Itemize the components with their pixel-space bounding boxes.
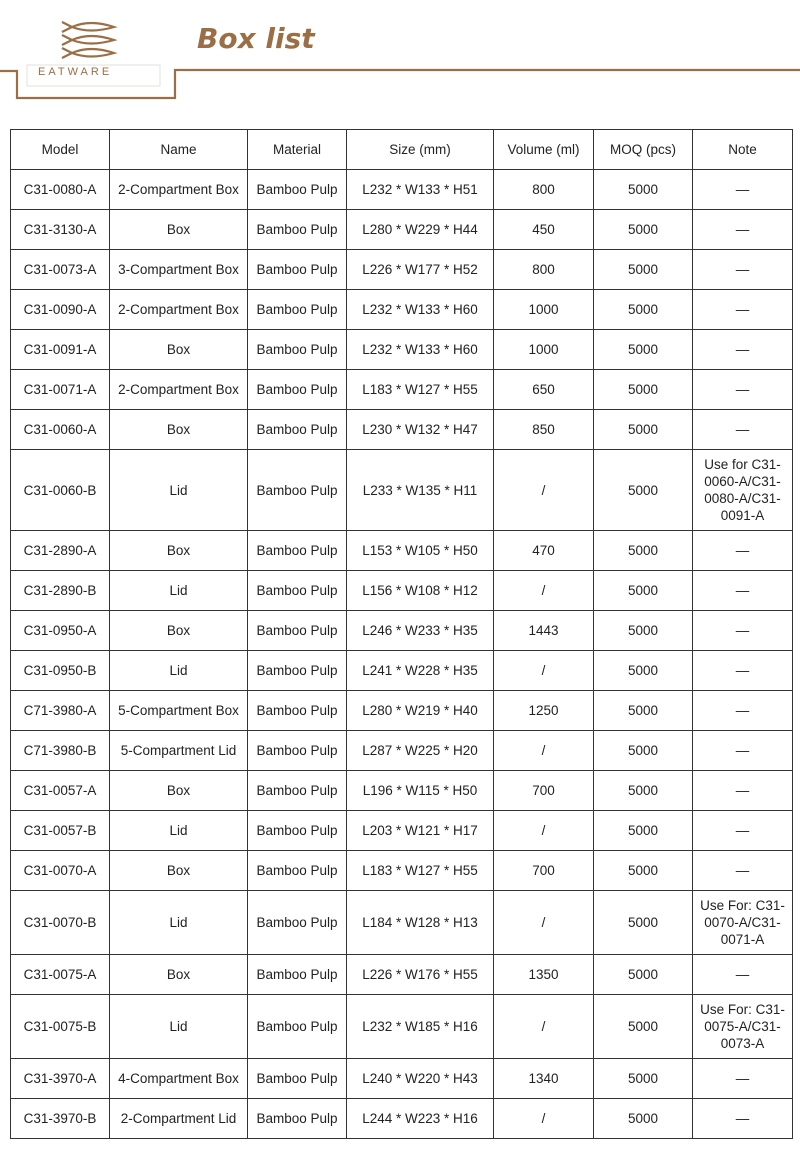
table-row [11,771,793,811]
cell-volume: 700 [494,771,594,811]
cell-name: Lid [110,571,248,611]
cell-volume: 1350 [494,955,594,995]
cell-size: L240 * W220 * H43 [347,1059,494,1099]
cell-name: Box [110,851,248,891]
column-header-moq: MOQ (pcs) [594,130,693,170]
table-row [11,651,793,691]
eatware-logo-icon [0,0,800,110]
cell-volume: / [494,571,594,611]
cell-name: Lid [110,651,248,691]
cell-material: Bamboo Pulp [248,250,347,290]
cell-volume: / [494,1099,594,1139]
cell-material: Bamboo Pulp [248,771,347,811]
cell-note: — [693,531,793,571]
cell-name: 3-Compartment Box [110,250,248,290]
cell-note: — [693,851,793,891]
cell-volume: 1000 [494,330,594,370]
cell-moq: 5000 [594,410,693,450]
cell-size: L184 * W128 * H13 [347,891,494,955]
cell-name: Box [110,611,248,651]
cell-size: L232 * W133 * H60 [347,330,494,370]
cell-material: Bamboo Pulp [248,955,347,995]
cell-note: — [693,370,793,410]
cell-model: C31-2890-B [11,571,110,611]
cell-moq: 5000 [594,1099,693,1139]
table-row [11,170,793,210]
cell-model: C71-3980-A [11,691,110,731]
cell-model: C31-0075-A [11,955,110,995]
cell-moq: 5000 [594,450,693,531]
cell-size: L226 * W177 * H52 [347,250,494,290]
cell-note: Use For: C31-0075-A/C31-0073-A [693,995,793,1059]
cell-size: L232 * W133 * H60 [347,290,494,330]
cell-size: L287 * W225 * H20 [347,731,494,771]
column-header-name: Name [110,130,248,170]
table-row [11,571,793,611]
cell-model: C31-3130-A [11,210,110,250]
cell-moq: 5000 [594,851,693,891]
cell-size: L230 * W132 * H47 [347,410,494,450]
cell-note: — [693,571,793,611]
cell-name: 5-Compartment Lid [110,731,248,771]
cell-model: C31-3970-A [11,1059,110,1099]
page-header [0,0,800,110]
table-row [11,210,793,250]
table-row [11,531,793,571]
box-list-table [10,129,793,1139]
cell-note: — [693,170,793,210]
cell-model: C31-0060-B [11,450,110,531]
table-row [11,290,793,330]
cell-volume: 1250 [494,691,594,731]
cell-material: Bamboo Pulp [248,210,347,250]
cell-moq: 5000 [594,250,693,290]
cell-volume: 650 [494,370,594,410]
cell-moq: 5000 [594,290,693,330]
table-header-row [11,130,793,170]
cell-volume: / [494,450,594,531]
cell-volume: 850 [494,410,594,450]
cell-size: L153 * W105 * H50 [347,531,494,571]
cell-moq: 5000 [594,210,693,250]
cell-moq: 5000 [594,955,693,995]
cell-material: Bamboo Pulp [248,731,347,771]
cell-note: Use For: C31-0070-A/C31-0071-A [693,891,793,955]
cell-note: — [693,731,793,771]
cell-moq: 5000 [594,1059,693,1099]
cell-material: Bamboo Pulp [248,691,347,731]
cell-name: Lid [110,811,248,851]
cell-name: 2-Compartment Box [110,290,248,330]
cell-material: Bamboo Pulp [248,1059,347,1099]
cell-material: Bamboo Pulp [248,1099,347,1139]
page-title: Box list [197,22,315,55]
cell-name: 2-Compartment Box [110,370,248,410]
cell-volume: / [494,731,594,771]
cell-material: Bamboo Pulp [248,891,347,955]
table-row [11,891,793,955]
cell-moq: 5000 [594,531,693,571]
cell-model: C31-0073-A [11,250,110,290]
cell-volume: / [494,811,594,851]
table-row [11,691,793,731]
cell-size: L232 * W133 * H51 [347,170,494,210]
cell-model: C31-0091-A [11,330,110,370]
cell-moq: 5000 [594,771,693,811]
cell-name: Lid [110,891,248,955]
column-header-material: Material [248,130,347,170]
cell-name: 2-Compartment Lid [110,1099,248,1139]
cell-size: L232 * W185 * H16 [347,995,494,1059]
cell-material: Bamboo Pulp [248,290,347,330]
cell-name: Box [110,410,248,450]
column-header-note: Note [693,130,793,170]
cell-moq: 5000 [594,691,693,731]
table-row [11,1099,793,1139]
cell-material: Bamboo Pulp [248,571,347,611]
cell-size: L226 * W176 * H55 [347,955,494,995]
cell-material: Bamboo Pulp [248,410,347,450]
cell-model: C31-0057-A [11,771,110,811]
table-row [11,410,793,450]
cell-size: L246 * W233 * H35 [347,611,494,651]
cell-volume: 700 [494,851,594,891]
cell-name: Box [110,330,248,370]
logo-text: EATWARE [38,66,113,78]
cell-material: Bamboo Pulp [248,170,347,210]
table-row [11,250,793,290]
cell-name: Box [110,531,248,571]
cell-name: Box [110,771,248,811]
cell-model: C31-3970-B [11,1099,110,1139]
cell-moq: 5000 [594,571,693,611]
table-row [11,1059,793,1099]
cell-size: L280 * W229 * H44 [347,210,494,250]
cell-size: L203 * W121 * H17 [347,811,494,851]
cell-note: Use for C31-0060-A/C31-0080-A/C31-0091-A [693,450,793,531]
cell-note: — [693,210,793,250]
cell-moq: 5000 [594,611,693,651]
cell-volume: 1443 [494,611,594,651]
cell-name: Box [110,955,248,995]
cell-moq: 5000 [594,891,693,955]
cell-note: — [693,290,793,330]
cell-moq: 5000 [594,731,693,771]
cell-model: C31-0075-B [11,995,110,1059]
table-row [11,955,793,995]
cell-volume: 1000 [494,290,594,330]
cell-moq: 5000 [594,651,693,691]
cell-volume: / [494,651,594,691]
cell-note: — [693,1059,793,1099]
cell-model: C31-0950-B [11,651,110,691]
cell-size: L156 * W108 * H12 [347,571,494,611]
cell-note: — [693,955,793,995]
cell-size: L280 * W219 * H40 [347,691,494,731]
cell-model: C31-0071-A [11,370,110,410]
cell-name: 2-Compartment Box [110,170,248,210]
table-row [11,370,793,410]
cell-model: C31-2890-A [11,531,110,571]
cell-moq: 5000 [594,811,693,851]
cell-name: Lid [110,995,248,1059]
cell-volume: 450 [494,210,594,250]
cell-note: — [693,410,793,450]
cell-note: — [693,611,793,651]
cell-name: Box [110,210,248,250]
cell-note: — [693,691,793,731]
cell-moq: 5000 [594,995,693,1059]
cell-size: L183 * W127 * H55 [347,851,494,891]
cell-model: C31-0057-B [11,811,110,851]
cell-note: — [693,250,793,290]
table-row [11,731,793,771]
table-row [11,611,793,651]
table-row [11,851,793,891]
cell-moq: 5000 [594,370,693,410]
column-header-size: Size (mm) [347,130,494,170]
table-row [11,450,793,531]
cell-volume: 470 [494,531,594,571]
cell-model: C31-0060-A [11,410,110,450]
cell-name: Lid [110,450,248,531]
cell-note: — [693,771,793,811]
cell-volume: 1340 [494,1059,594,1099]
cell-name: 4-Compartment Box [110,1059,248,1099]
cell-size: L233 * W135 * H11 [347,450,494,531]
cell-material: Bamboo Pulp [248,370,347,410]
cell-model: C31-0080-A [11,170,110,210]
cell-material: Bamboo Pulp [248,995,347,1059]
cell-moq: 5000 [594,170,693,210]
cell-size: L196 * W115 * H50 [347,771,494,811]
table-row [11,811,793,851]
cell-size: L241 * W228 * H35 [347,651,494,691]
column-header-model: Model [11,130,110,170]
cell-volume: 800 [494,250,594,290]
cell-model: C31-0950-A [11,611,110,651]
cell-material: Bamboo Pulp [248,811,347,851]
cell-name: 5-Compartment Box [110,691,248,731]
cell-material: Bamboo Pulp [248,611,347,651]
column-header-volume: Volume (ml) [494,130,594,170]
cell-model: C31-0070-B [11,891,110,955]
cell-material: Bamboo Pulp [248,851,347,891]
cell-volume: / [494,891,594,955]
cell-note: — [693,330,793,370]
cell-model: C71-3980-B [11,731,110,771]
cell-model: C31-0090-A [11,290,110,330]
cell-model: C31-0070-A [11,851,110,891]
cell-note: — [693,1099,793,1139]
cell-volume: 800 [494,170,594,210]
cell-size: L183 * W127 * H55 [347,370,494,410]
cell-material: Bamboo Pulp [248,651,347,691]
table-row [11,995,793,1059]
cell-note: — [693,651,793,691]
cell-volume: / [494,995,594,1059]
table-row [11,330,793,370]
cell-material: Bamboo Pulp [248,450,347,531]
cell-note: — [693,811,793,851]
cell-material: Bamboo Pulp [248,330,347,370]
cell-material: Bamboo Pulp [248,531,347,571]
cell-size: L244 * W223 * H16 [347,1099,494,1139]
cell-moq: 5000 [594,330,693,370]
